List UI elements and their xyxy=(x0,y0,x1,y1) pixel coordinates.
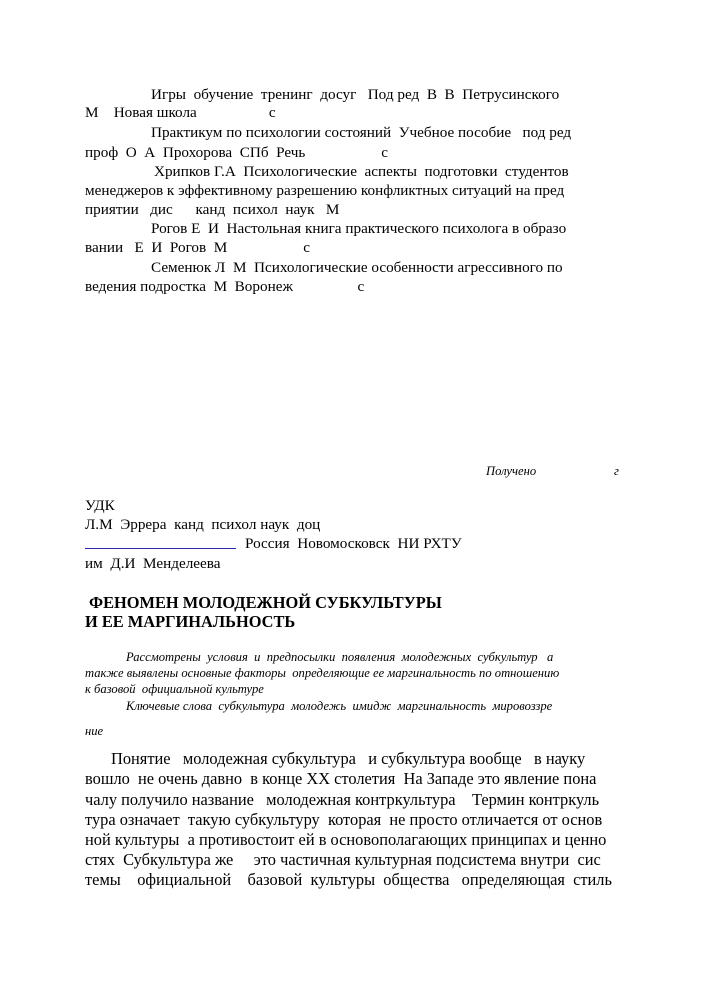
body-line: тура означает такую субкультуру которая не просто отличается от основ xyxy=(85,810,603,829)
keywords-line: Ключевые слова субкультура молодежь имидж маргинальность мировоззре xyxy=(126,699,553,713)
body-line: ной культуры а противостоит ей в основополагающих принципах и ценно xyxy=(85,830,607,849)
reference-line: приятии дис канд психол наук М xyxy=(85,201,340,218)
reference-line: М Новая школа с xyxy=(85,104,276,121)
article-title-line1: ФЕНОМЕН МОЛОДЕЖНОЙ СУБКУЛЬТУРЫ xyxy=(89,593,442,612)
udk-label: УДК xyxy=(85,497,115,514)
abstract-line: Рассмотрены условия и предпосылки появления молодежных субкультур а xyxy=(126,650,554,664)
article-title-line2: И ЕЕ МАРГИНАЛЬНОСТЬ xyxy=(85,612,296,631)
reference-line: Практикум по психологии состояний Учебное пособие под ред xyxy=(151,124,572,141)
keywords-line: ние xyxy=(85,724,104,738)
reference-line: Рогов Е И Настольная книга практического психолога в образо xyxy=(151,220,567,237)
affiliation-line-2: им Д.И Менделеева xyxy=(85,555,221,572)
reference-line: менеджеров к эффективному разрешению конфликтных ситуаций на пред xyxy=(85,182,565,199)
abstract-line: также выявлены основные факторы определяющие ее маргинальность по отношению xyxy=(85,666,560,680)
affiliation-line: Россия Новомосковск НИ РХТУ xyxy=(245,535,462,552)
body-line: Понятие молодежная субкультура и субкультура вообще в науку xyxy=(111,749,586,768)
received-label: Получено xyxy=(486,464,537,478)
received-year-suffix: г xyxy=(614,464,619,478)
body-line: темы официальной базовой культуры общества определяющая стиль xyxy=(85,870,612,889)
body-line: стях Субкультура же это частичная культурная подсистема внутри сис xyxy=(85,850,601,869)
reference-line: вании Е И Рогов М с xyxy=(85,239,310,256)
author-line: Л.М Эррера канд психол наук доц xyxy=(85,516,321,533)
abstract-line: к базовой официальной культуре xyxy=(85,682,264,696)
reference-line: Хрипков Г.А Психологические аспекты подготовки студентов xyxy=(154,163,569,180)
reference-line: Игры обучение тренинг досуг Под ред В В Петрусинского xyxy=(151,86,560,103)
affiliation-underline xyxy=(85,548,236,549)
reference-line: Семенюк Л М Психологические особенности агрессивного по xyxy=(151,259,563,276)
reference-line: ведения подростка М Воронеж с xyxy=(85,278,365,295)
body-line: вошло не очень давно в конце XX столетия На Западе это явление пона xyxy=(85,769,597,788)
body-line: чалу получило название молодежная контркультура Термин контркуль xyxy=(85,790,600,809)
reference-line: проф О А Прохорова СПб Речь с xyxy=(85,144,389,161)
